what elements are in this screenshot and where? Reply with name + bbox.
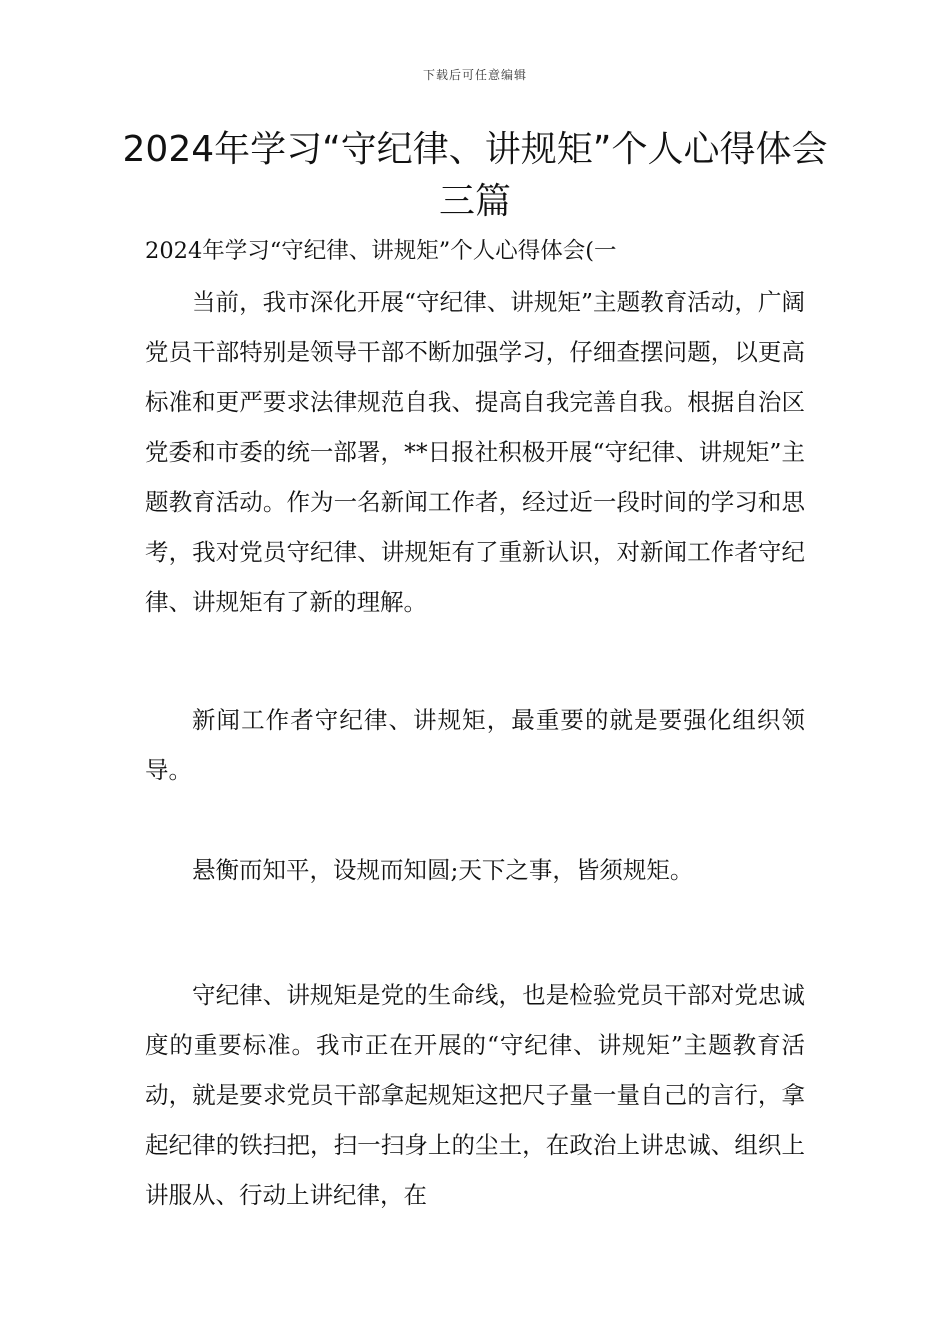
body-paragraph: 当前，我市深化开展“守纪律、讲规矩”主题教育活动，广阔党员干部特别是领导干部不断加强学习，仔细查摆问题，以更高标准和更严要求法律规范自我、提高自我完善自我。根据自治区党委和市委的统一部署，**日报社积极开展“守纪律、讲规矩”主题教育活动。作为一名新闻工作者，经过近一段时间的学习和思考，我对党员守纪律、讲规矩有了重新认识，对新闻工作者守纪律、讲规矩有了新的理解。 bbox=[145, 288, 805, 616]
header-note: 下载后可任意编辑 bbox=[422, 68, 527, 82]
section-subtitle: 2024年学习“守纪律、讲规矩”个人心得体会(一 bbox=[145, 238, 617, 264]
body-paragraph: 悬衡而知平，设规而知圆;天下之事，皆须规矩。 bbox=[192, 856, 694, 884]
body-paragraph: 新闻工作者守纪律、讲规矩，最重要的就是要强化组织领导。 bbox=[145, 706, 805, 784]
body-paragraph: 守纪律、讲规矩是党的生命线，也是检验党员干部对党忠诚度的重要标准。我市正在开展的“守纪律、讲规矩”主题教育活动，就是要求党员干部拿起规矩这把尺子量一量自己的言行，拿起纪律的铁扫把，扫一扫身上的尘土，在政治上讲忠诚、组织上讲服从、行动上讲纪律，在 bbox=[145, 981, 805, 1209]
document-title: 2024年学习“守纪律、讲规矩”个人心得体会三篇 bbox=[122, 129, 828, 222]
